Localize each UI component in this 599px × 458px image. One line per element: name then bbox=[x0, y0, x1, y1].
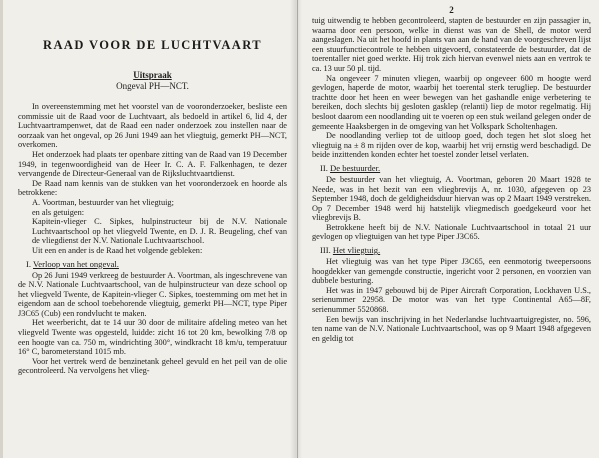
paragraph: Het vliegtuig was van het type Piper J3C65, een eenmotorig tweepersoons hoogdekker van gemengde constructie, ingericht voor 2 personen, en voorzien van dubbele besturing. bbox=[312, 257, 591, 286]
section-number: II. bbox=[320, 162, 328, 173]
section-number: III. bbox=[320, 245, 331, 256]
paragraph: Voor het vertrek werd de benzinetank geheel gevuld en het peil van de olie gecontroleerd. Na vervolgens het vlieg- bbox=[18, 356, 287, 376]
paragraph: Na ongeveer 7 minuten vliegen, waarbij op ongeveer 600 m hoogte werd gevlogen, haperde de motor, waarbij het toerental sterk terugliep. De bestuurder trachtte door het heen en weer bewegen van het gashandle enige verbetering te bereiken, doch slechts bij gesloten gasklep (relanti) liep de motor regelmatig. Hij besloot daarom een noodlanding uit te voeren op een stuk weiland gelegen onder de gemeente Haaksbergen in de omgeving van het Volkspark Scholtenhagen. bbox=[312, 73, 591, 131]
paragraph: Het weerbericht, dat te 14 uur 30 door de militaire afdeling meteo van het vliegveld Twente was opgesteld, luidde: zicht 16 tot 20 km, bewolking 7/8 op een hoogte van ca. 750 m, windrichting 300°, windkracht 18 km/u, temperatuur 16° C, barometerstand 1015 mb. bbox=[18, 318, 287, 357]
paragraph: De bestuurder van het vliegtuig, A. Voortman, geboren 20 Maart 1928 te Neede, was in het bezit van een vliegbrevijs A, nr. 1030, afgegeven op 23 September 1948, doch de geldigheidsduur hiervan was op 2 Maart 1949 verstreken. Op 7 December 1948 werd hij hatstelijk vliegmedisch goedgekeurd voor het vliegbrevijs B. bbox=[312, 174, 591, 223]
ongeval-subheading: Ongeval PH—NCT. bbox=[116, 81, 189, 91]
getuigen-label: en als getuigen: bbox=[32, 207, 85, 217]
paragraph: De noodlanding verliep tot de uitloop goed, doch tegen het slot sloeg het vliegtuig na ± 8 m rijden over de kop, waarbij het vrij ernstig werd beschadigd. De beide inzittenden konden echter het toestel zonder letsel verlaten. bbox=[312, 131, 591, 160]
paragraph: Betrokkene heeft bij de N.V. Nationale Luchtvaartschool in totaal 21 uur gevlogen op vliegtuigen van het type Piper J3C65. bbox=[312, 222, 591, 242]
section-heading-1 bbox=[26, 259, 287, 269]
paragraph: tuig uitwendig te hebben gecontroleerd, stapten de bestuurder en zijn passagier in, waarna door een persoon, welke in dienst was van de Shell, de motor werd aangeslagen. Na uit het hoofd in plants van aan de hand van de voorgeschreven lijst een stuurfunctiecontrole te hebben uitgevoerd, constateerde de bestuurder, dat de toerentaller niet goed werkte. Hij trok zich hiervan evenwel niets aan en vertrok te ca. 13 uur 50 pl. tijd. bbox=[312, 16, 591, 73]
section-title: Verloop van het ongeval. bbox=[33, 258, 119, 269]
paragraph: Het onderzoek had plaats ter openbare zitting van de Raad van 19 December 1949, in tegenwoordigheid van de Heer Ir. C. A. F. Falkenhagen, te dezer vervangende de Directeur-Generaal van de Rijksluchtvaartdienst. bbox=[18, 149, 287, 179]
page-number: 2 bbox=[449, 5, 454, 15]
betrokkene-line: A. Voortman, bestuurder van het vliegtuig; bbox=[32, 197, 174, 207]
paragraph: De Raad nam kennis van de stukken van het vooronderzoek en hoorde als betrokkene: bbox=[18, 178, 287, 198]
gebleken-line: Uit een en ander is de Raad het volgende gebleken: bbox=[32, 245, 203, 255]
section-number: I. bbox=[26, 258, 32, 269]
section-heading-3 bbox=[320, 245, 591, 255]
section-title: Het vliegtuig. bbox=[332, 245, 381, 256]
paragraph: Op 26 Juni 1949 verkreeg de bestuurder A. Voortman, als ingeschrevene van de N.V. Nationale Luchtvaartschool, van de hulpinstructeur van deze school op het vliegveld Twente, de Kapitein-vlieger C. Sipkes, toestemming om met het in eigendom aan de school toebehorende vliegtuig, gemerkt PH—NCT, type Piper J3C65 (Cub) een rondvlucht te maken. bbox=[18, 270, 287, 318]
paragraph: In overeenstemming met het voorstel van de vooronderzoeker, besliste een commissie uit de Raad voor de Luchtvaart, als bedoeld in artikel 6, lid 4, der Luchtvaartrampenwet, dat de Raad een nader onderzoek zou instellen naar de oorzaak van het ongeval, op 26 Juni 1949 aan het vliegtuig, gemerkt PH—NCT, overkomen. bbox=[18, 102, 287, 150]
scan-edge bbox=[0, 0, 3, 458]
paragraph: Het was in 1947 gebouwd bij de Piper Aircraft Corporation, Lockhaven U.S., serienummer 22958. De motor was van het type Continental A65—8F, serienummer 5520868. bbox=[312, 285, 591, 315]
getuigen-text: Kapitein-vlieger C. Sipkes, hulpinstructeur bij de N.V. Nationale Luchtvaartschool op het vliegveld Twente, en D. J. R. Beugeling, chef van de vliegdienst der N.V. Nationale Luchtvaartschool. bbox=[32, 217, 287, 246]
section-title: De bestuurder. bbox=[330, 162, 381, 173]
uitspraak-heading: Uitspraak bbox=[133, 70, 172, 80]
paragraph: Een bewijs van inschrijving in het Nederlandse luchtvaartuigregister, no. 596, ten name van de N.V. Nationale Luchtvaartschool, was op 9 Maart 1948 afgegeven en geldig tot bbox=[312, 314, 591, 343]
left-page bbox=[0, 0, 297, 458]
right-page bbox=[297, 0, 599, 458]
section-heading-2 bbox=[320, 163, 591, 173]
document-title: RAAD VOOR DE LUCHTVAART bbox=[43, 38, 262, 52]
